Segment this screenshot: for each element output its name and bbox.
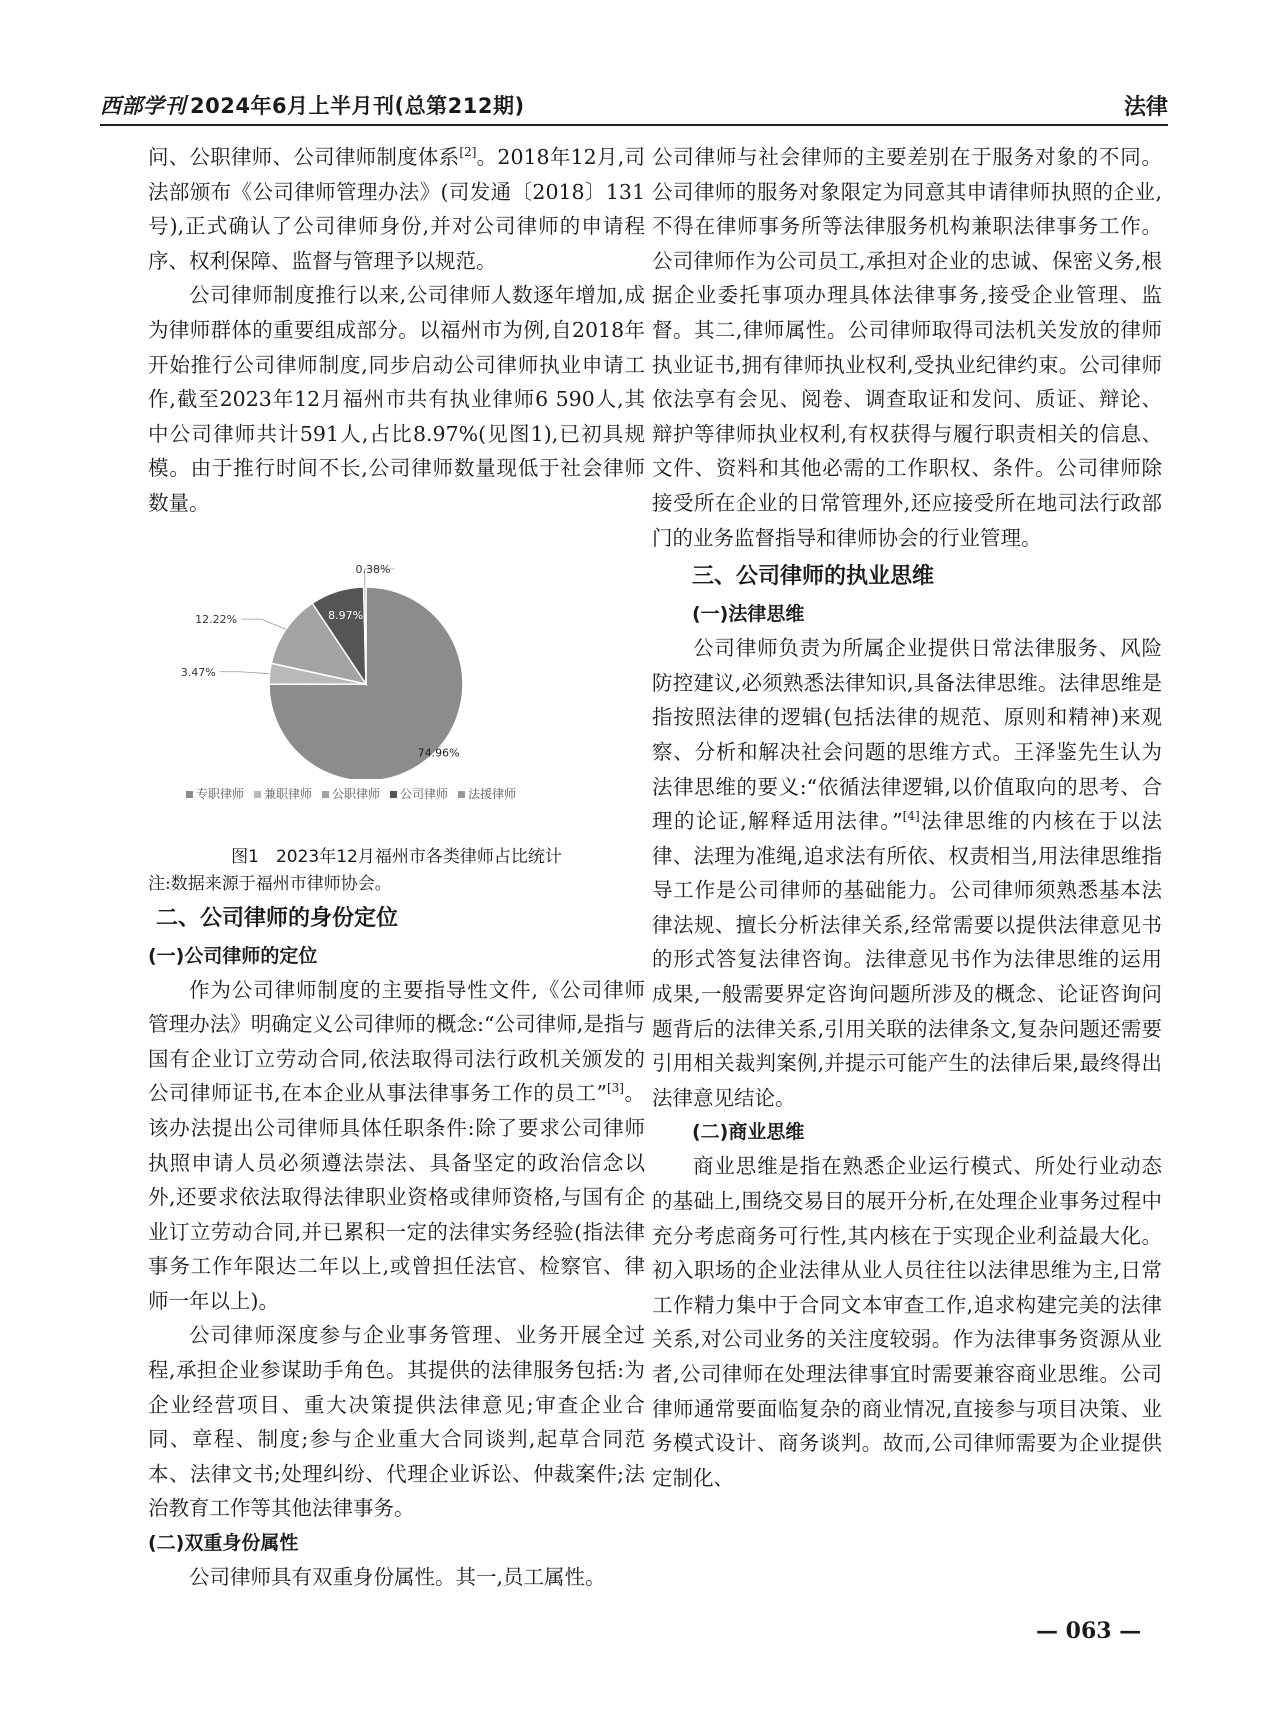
legend-swatch — [186, 791, 193, 798]
paragraph: 问、公职律师、公司律师制度体系[2]。2018年12月,司法部颁布《公司律师管理办法》(司发通〔2018〕131号),正式确认了公司律师身份,并对公司律师的申请程序、权利保障、监督与管理予以规范。 — [148, 145, 645, 273]
subsection-heading: (一)公司律师的定位 — [148, 944, 318, 967]
legend-swatch — [322, 791, 329, 798]
legend-swatch — [458, 791, 465, 798]
reference[interactable]: [3] — [606, 1081, 624, 1096]
paragraph: 公司律师具有双重身份属性。其一,员工属性。 — [189, 1565, 606, 1590]
legend-item — [186, 787, 244, 801]
paragraph: 公司律师负责为所属企业提供日常法律服务、风险防控建议,必须熟悉法律知识,具备法律思维。法律思维是指按照法律的逻辑(包括法律的规范、原则和精神)来观察、分析和解决社会问题的思维方式。王泽鉴先生认为法律思维的要义:“依循法律逻辑,以价值取向的思考、合理的论证,解释适用法律。”[4]法律思维的内核在于以法律、法理为准绳,追求法有所依、权责相当,用法律思维指导工作是公司律师的基础能力。公司律师须熟悉基本法律法规、擅长分析法律关系,经常需要以提供法律意见书的形式答复法律咨询。法律意见书作为法律思维的运用成果,一般需要界定咨询问题所涉及的概念、论证咨询问题背后的法律关系,引用关联的法律条文,复杂问题还需要引用相关裁判案例,并提示可能产生的法律后果,最终得出法律意见结论。 — [652, 636, 1162, 1110]
paragraph: 商业思维是指在熟悉企业运行模式、所处行业动态的基础上,围绕交易目的展开分析,在处理企业事务过程中充分考虑商务可行性,其内核在于实现企业利益最大化。初入职场的企业法律从业人员往往以法律思维为主,日常工作精力集中于合同文本审查工作,追求构建完美的法律关系,对公司业务的关注度较弱。作为法律事务资源从业者,公司律师在处理法律事宜时需要兼容商业思维。公司律师通常要面临复杂的商业情况,直接参与项目决策、业务模式设计、商务谈判。故而,公司律师需要为企业提供定制化、 — [652, 1154, 1162, 1490]
pie-data-label: 74.96% — [417, 746, 460, 760]
section-heading: 三、公司律师的执业思维 — [692, 564, 935, 590]
legend-label: 公职律师 — [332, 786, 381, 801]
reference[interactable]: [4] — [902, 809, 920, 824]
pie-leader-line — [241, 619, 286, 629]
paragraph: 作为公司律师制度的主要指导性文件,《公司律师管理办法》明确定义公司律师的概念:“公司律师,是指与国有企业订立劳动合同,依法取得司法行政机关颁发的公司律师证书,在本企业从事法律事务工作的员工”[3]。该办法提出公司律师具体任职条件:除了要求公司律师执照申请人员必须遵法崇法、具备坚定的政治信念以外,还要求依法取得法律职业资格或律师资格,与国有企业订立劳动合同,并已累积一定的法律实务经验(指法律事务工作年限达二年以上,或曾担任法官、检察官、律师一年以上)。 — [148, 977, 646, 1313]
journal-title — [100, 90, 525, 120]
legend-label: 法援律师 — [468, 786, 517, 801]
pie-data-label: 3.47% — [180, 665, 216, 679]
header-rule — [100, 124, 1168, 126]
section-label: 法律 — [1123, 95, 1168, 120]
subsection-heading: (二)双重身份属性 — [148, 1532, 299, 1555]
pie-data-label: 12.22% — [195, 612, 238, 626]
paragraph: 公司律师与社会律师的主要差别在于服务对象的不同。公司律师的服务对象限定为同意其申请律师执照的企业,不得在律师事务所等法律服务机构兼职法律事务工作。公司律师作为公司员工,承担对企业的忠诚、保密义务,根据企业委托事项办理具体法律事务,接受企业管理、监督。其二,律师属性。公司律师取得司法机关发放的律师执业证书,拥有律师执业权利,受执业纪律约束。公司律师依法享有会见、阅卷、调查取证和发问、质证、辩论、辩护等律师执业权利,有权获得与履行职责相关的信息、文件、资料和其他必需的工作职权、条件。公司律师除接受所在企业的日常管理外,还应接受所在地司法行政部门的业务监督指导和律师协会的行业管理。 — [652, 145, 1162, 550]
legend-label: 兼职律师 — [264, 786, 313, 801]
right-column — [652, 140, 1162, 1495]
paragraph: 公司律师深度参与企业事务管理、业务开展全过程,承担企业参谋助手角色。其提供的法律服务包括:为企业经营项目、重大决策提供法律意见;审查企业合同、章程、制度;参与企业重大合同谈判,起草合同范本、法律文书;处理纠纷、代理企业诉讼、仲裁案件;法治教育工作等其他法律事务。 — [148, 1323, 645, 1521]
subsection-heading: (一)法律思维 — [692, 603, 805, 626]
legend-item — [390, 787, 448, 801]
legend-item — [458, 787, 516, 801]
pie-data-label: 0.38% — [355, 562, 391, 576]
figure-caption: 图1 2023年12月福州市各类律师占比统计 — [231, 846, 562, 867]
pie-data-label: 8.97% — [328, 608, 364, 622]
reference[interactable]: [2] — [459, 145, 477, 160]
figure-note: 注:数据来源于福州市律师协会。 — [148, 873, 392, 894]
pie-leader-line — [220, 671, 270, 673]
paragraph: 公司律师制度推行以来,公司律师人数逐年增加,成为律师群体的重要组成部分。以福州市为例,自2018年开始推行公司律师制度,同步启动公司律师执业申请工作,截至2023年12月福州市共有执业律师6 590人,其中公司律师共计591人,占比8.97%(见图1),已初具规模。由于推行时间不长,公司律师数量现低于社会律师数量。 — [148, 283, 645, 515]
page-number: — 063 — — [1036, 1618, 1142, 1644]
legend-label: 专职律师 — [196, 786, 245, 801]
subsection-heading: (二)商业思维 — [692, 1121, 805, 1144]
legend-label: 公司律师 — [400, 786, 449, 801]
figure-1 — [148, 529, 645, 839]
chart-legend — [186, 785, 526, 802]
page-header — [100, 88, 1168, 128]
journal-logo: 西部学刊 — [100, 93, 186, 118]
legend-swatch — [254, 791, 261, 798]
legend-swatch — [390, 791, 397, 798]
legend-item — [254, 787, 312, 801]
legend-item — [322, 787, 380, 801]
left-column — [148, 140, 645, 1595]
journal-issue: 2024年6月上半月刊(总第212期) — [190, 94, 525, 118]
section-heading: 二、公司律师的身份定位 — [156, 905, 399, 931]
pie-chart — [148, 529, 645, 779]
